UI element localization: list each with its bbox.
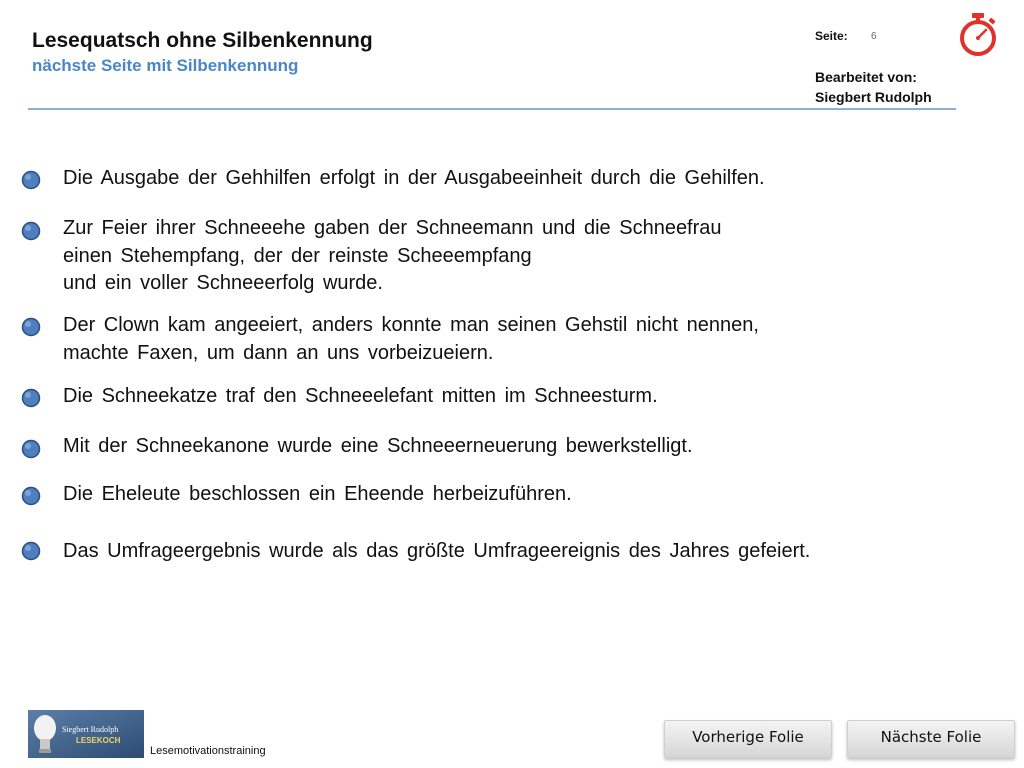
previous-slide-button[interactable]: Vorherige Folie bbox=[664, 720, 832, 758]
editor-name: Siegbert Rudolph bbox=[815, 89, 932, 105]
page-number: 6 bbox=[871, 31, 877, 42]
sentence-line: Das Umfrageergebnis wurde als das größte Umfrageereignis des Jahres gefeiert. bbox=[63, 540, 811, 562]
page-subtitle: nächste Seite mit Silbenkennung bbox=[32, 56, 299, 75]
sentence-line: Zur Feier ihrer Schneeehe gaben der Schneemann und die Schneefrau bbox=[63, 217, 722, 239]
bullet-icon bbox=[21, 541, 41, 561]
logo-text-brand: LESEKOCH bbox=[76, 736, 121, 745]
header-divider bbox=[28, 108, 956, 110]
footer-caption: Lesemotivationstraining bbox=[150, 745, 266, 757]
bullet-icon bbox=[21, 317, 41, 337]
editor-label: Bearbeitet von: bbox=[815, 69, 917, 85]
bullet-icon bbox=[21, 439, 41, 459]
sentence-line: Der Clown kam angeeiert, anders konnte man seinen Gehstil nicht nennen, bbox=[63, 314, 759, 336]
sentence-line: Die Eheleute beschlossen ein Eheende herbeizuführen. bbox=[63, 483, 572, 505]
sentence-line: machte Faxen, um dann an uns vorbeizueiern. bbox=[63, 342, 494, 364]
bullet-icon bbox=[21, 170, 41, 190]
sentence-line: und ein voller Schneeerfolg wurde. bbox=[63, 272, 383, 294]
sentence-line: Die Schneekatze traf den Schneeelefant mitten im Schneesturm. bbox=[63, 385, 658, 407]
lesekoch-logo bbox=[28, 710, 144, 758]
next-slide-button[interactable]: Nächste Folie bbox=[847, 720, 1015, 758]
bullet-icon bbox=[21, 486, 41, 506]
sentence-line: Die Ausgabe der Gehhilfen erfolgt in der Ausgabeeinheit durch die Gehilfen. bbox=[63, 167, 765, 189]
bullet-icon bbox=[21, 221, 41, 241]
sentence-line: Mit der Schneekanone wurde eine Schneeerneuerung bewerkstelligt. bbox=[63, 435, 693, 457]
bullet-icon bbox=[21, 388, 41, 408]
logo-text-name: Siegbert Rudolph bbox=[62, 725, 119, 734]
page-label: Seite: bbox=[815, 29, 848, 43]
stopwatch-icon[interactable] bbox=[955, 11, 1001, 57]
sentence-line: einen Stehempfang, der der reinste Scheeempfang bbox=[63, 245, 532, 267]
page-title: Lesequatsch ohne Silbenkennung bbox=[32, 29, 373, 52]
